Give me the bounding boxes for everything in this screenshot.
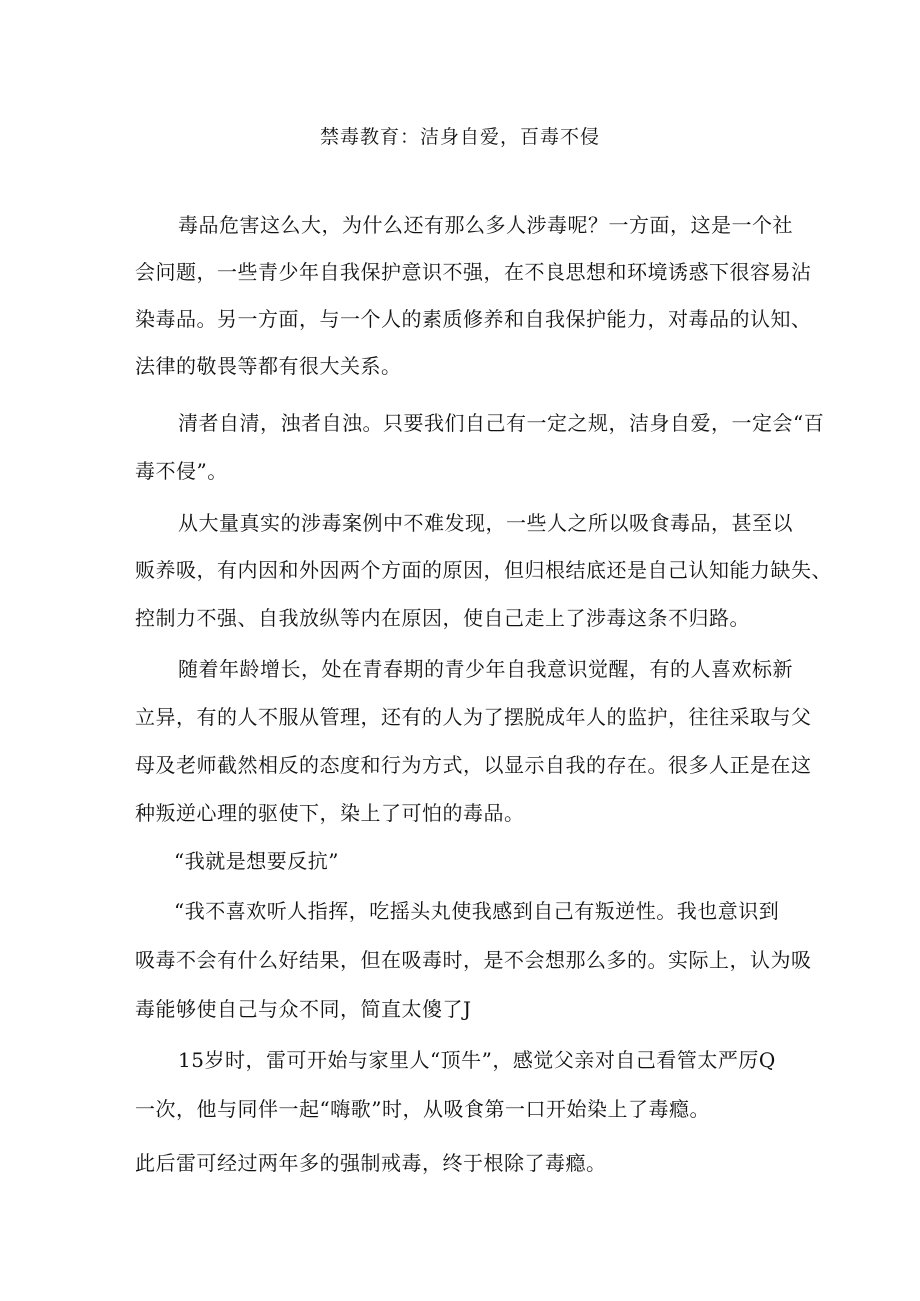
paragraph-4-line-1: 随着年龄增长，处在青春期的青少年自我意识觉醒，有的人喜欢标新 bbox=[178, 657, 793, 681]
paragraph-1-line-2: 会问题，一些青少年自我保护意识不强，在不良思想和环境诱惑下很容易沾 bbox=[135, 260, 812, 284]
paragraph-4-line-3: 母及老师截然相反的态度和行为方式，以显示自我的存在。很多人正是在这 bbox=[135, 753, 812, 777]
paragraph-4-line-4: 种叛逆心理的驱使下，染上了可怕的毒品。 bbox=[135, 801, 525, 825]
paragraph-4-line-2: 立异，有的人不服从管理，还有的人为了摆脱成年人的监护，往往采取与父 bbox=[135, 705, 812, 729]
paragraph-3-line-1: 从大量真实的涉毒案例中不难发现，一些人之所以吸食毒品，甚至以 bbox=[178, 511, 793, 535]
paragraph-1-line-1: 毒品危害这么大，为什么还有那么多人涉毒呢？一方面，这是一个社 bbox=[178, 213, 793, 237]
quote-line-2: 吸毒不会有什么好结果，但在吸毒时，是不会想那么多的。实际上，认为吸 bbox=[135, 948, 812, 972]
paragraph-1-line-3: 染毒品。另一方面，与一个人的素质修养和自我保护能力，对毒品的认知、 bbox=[135, 307, 812, 331]
paragraph-3-line-3: 控制力不强、自我放纵等内在原因，使自己走上了涉毒这条不归路。 bbox=[135, 606, 750, 630]
paragraph-3-line-2: 贩养吸，有内因和外因两个方面的原因，但归根结底还是自己认知能力缺失、 bbox=[135, 558, 832, 582]
paragraph-2-line-2: 毒不侵”。 bbox=[135, 459, 228, 483]
paragraph-1-line-4: 法律的敬畏等都有很大关系。 bbox=[135, 354, 402, 378]
paragraph-2-line-1: 清者自清，浊者自浊。只要我们自己有一定之规，洁身自爱，一定会“百 bbox=[178, 411, 825, 435]
paragraph-5-line-1: 15岁时，雷可开始与家里人“顶牛”，感觉父亲对自己看管太严厉Q bbox=[178, 1048, 776, 1072]
quote-heading: “我就是想要反抗” bbox=[174, 849, 339, 873]
quote-line-3: 毒能够使自己与众不同，简直太傻了J bbox=[135, 997, 472, 1021]
document-title: 禁毒教育：洁身自爱，百毒不侵 bbox=[319, 126, 600, 148]
paragraph-5-line-2: 一次，他与同伴一起“嗨歌”时，从吸食第一口开始染上了毒瘾。 bbox=[135, 1097, 710, 1121]
quote-line-1: “我不喜欢听人指挥，吃摇头丸使我感到自己有叛逆性。我也意识到 bbox=[174, 899, 780, 923]
paragraph-6-line-1: 此后雷可经过两年多的强制戒毒，终于根除了毒瘾。 bbox=[135, 1151, 607, 1175]
